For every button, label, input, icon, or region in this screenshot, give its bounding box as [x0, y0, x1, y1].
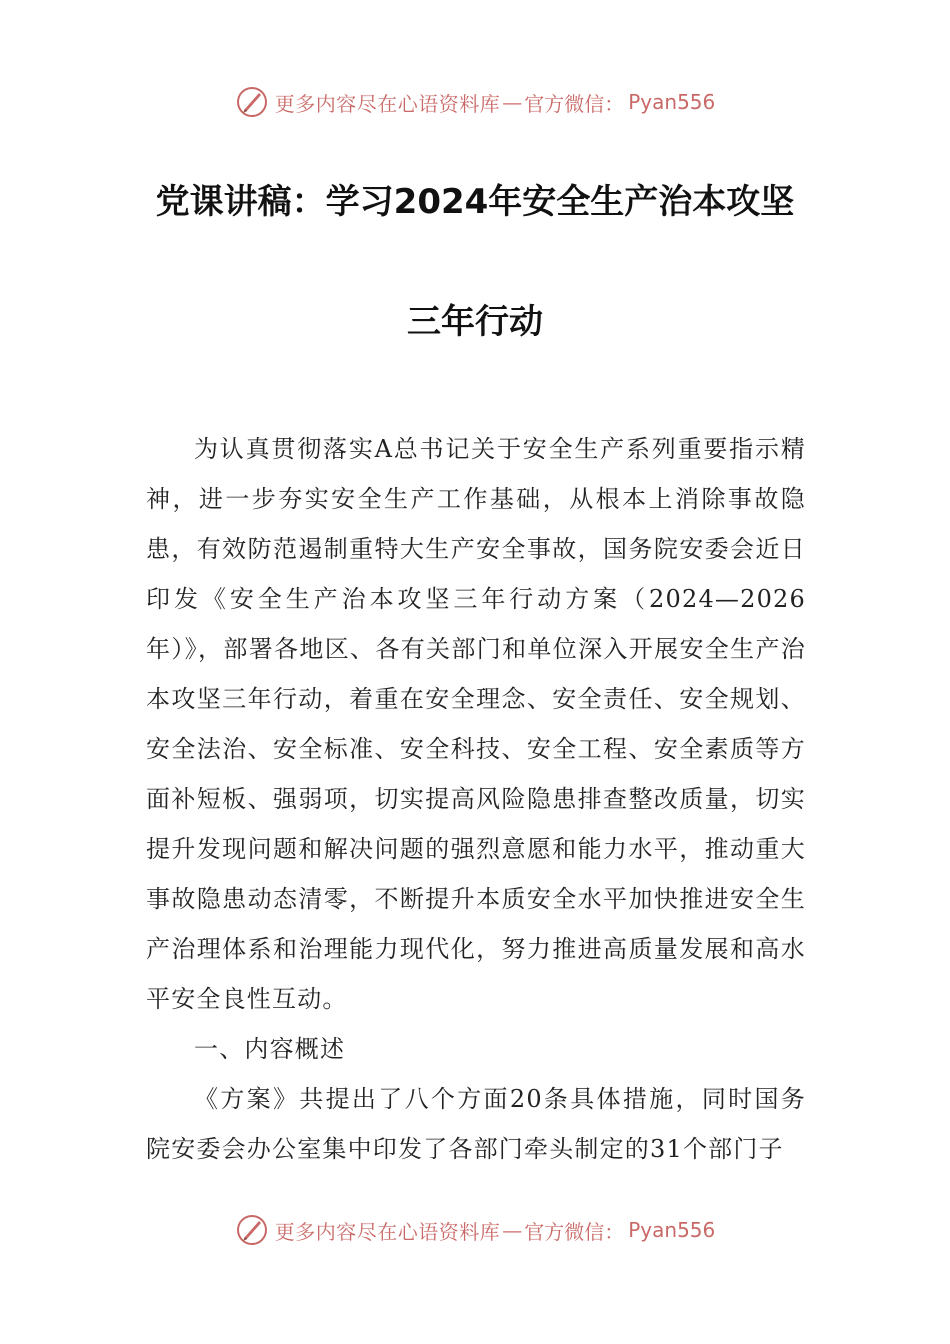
- paragraph-text: 为认真贯彻落实A总书记关于安全生产系列重要指示精神，进一步夯实安全生产工作基础，从根本上消除事故隐患，有效防范遏制重特大生产安全事故，国务院安委会近日印发《安全生产治本攻坚三年行动方案（2024—2026年）》，部署各地区、各有关部门和单位深入开展安全生产治本攻坚三年行动，着重在安全理念、安全责任、安全规划、安全法治、安全标准、安全科技、安全工程、安全素质等方面补短板、强弱项，切实提高风险隐患排查整改质量，切实提升发现问题和解决问题的强烈意愿和能力水平，推动重大事故隐患动态清零，不断提升本质安全水平加快推进安全生产治理体系和治理能力现代化，努力推进高质量发展和高水平安全良性互动。: [146, 435, 806, 1013]
- body-paragraph-1: [146, 424, 806, 1024]
- watermark-text: 更多内容尽在心语资料库: [274, 1219, 501, 1244]
- watermark-wechat-label: 官方微信：: [524, 1219, 625, 1244]
- section-heading-1: [146, 1024, 806, 1074]
- watermark-wechat-id: Pyan556: [628, 1218, 716, 1242]
- watermark-wechat-id: Pyan556: [628, 90, 716, 114]
- quill-pen-icon: [235, 1213, 269, 1247]
- section-heading-text: 一、内容概述: [194, 1035, 346, 1063]
- watermark-footer: [0, 1210, 950, 1250]
- watermark-separator: —: [502, 1218, 523, 1242]
- page-title-line-1: 党课讲稿：学习2024年安全生产治本攻坚: [155, 182, 795, 222]
- body-paragraph-2: [146, 1074, 806, 1174]
- page-title-line-2: 三年行动: [407, 302, 543, 342]
- watermark-wechat-label: 官方微信：: [524, 91, 625, 116]
- paragraph-text: 《方案》共提出了八个方面20条具体措施，同时国务院安委会办公室集中印发了各部门牵头制定的31个部门子: [146, 1085, 806, 1163]
- watermark-text: 更多内容尽在心语资料库: [274, 91, 501, 116]
- watermark-header: [0, 82, 950, 122]
- quill-pen-icon: [235, 85, 269, 119]
- watermark-separator: —: [502, 90, 523, 114]
